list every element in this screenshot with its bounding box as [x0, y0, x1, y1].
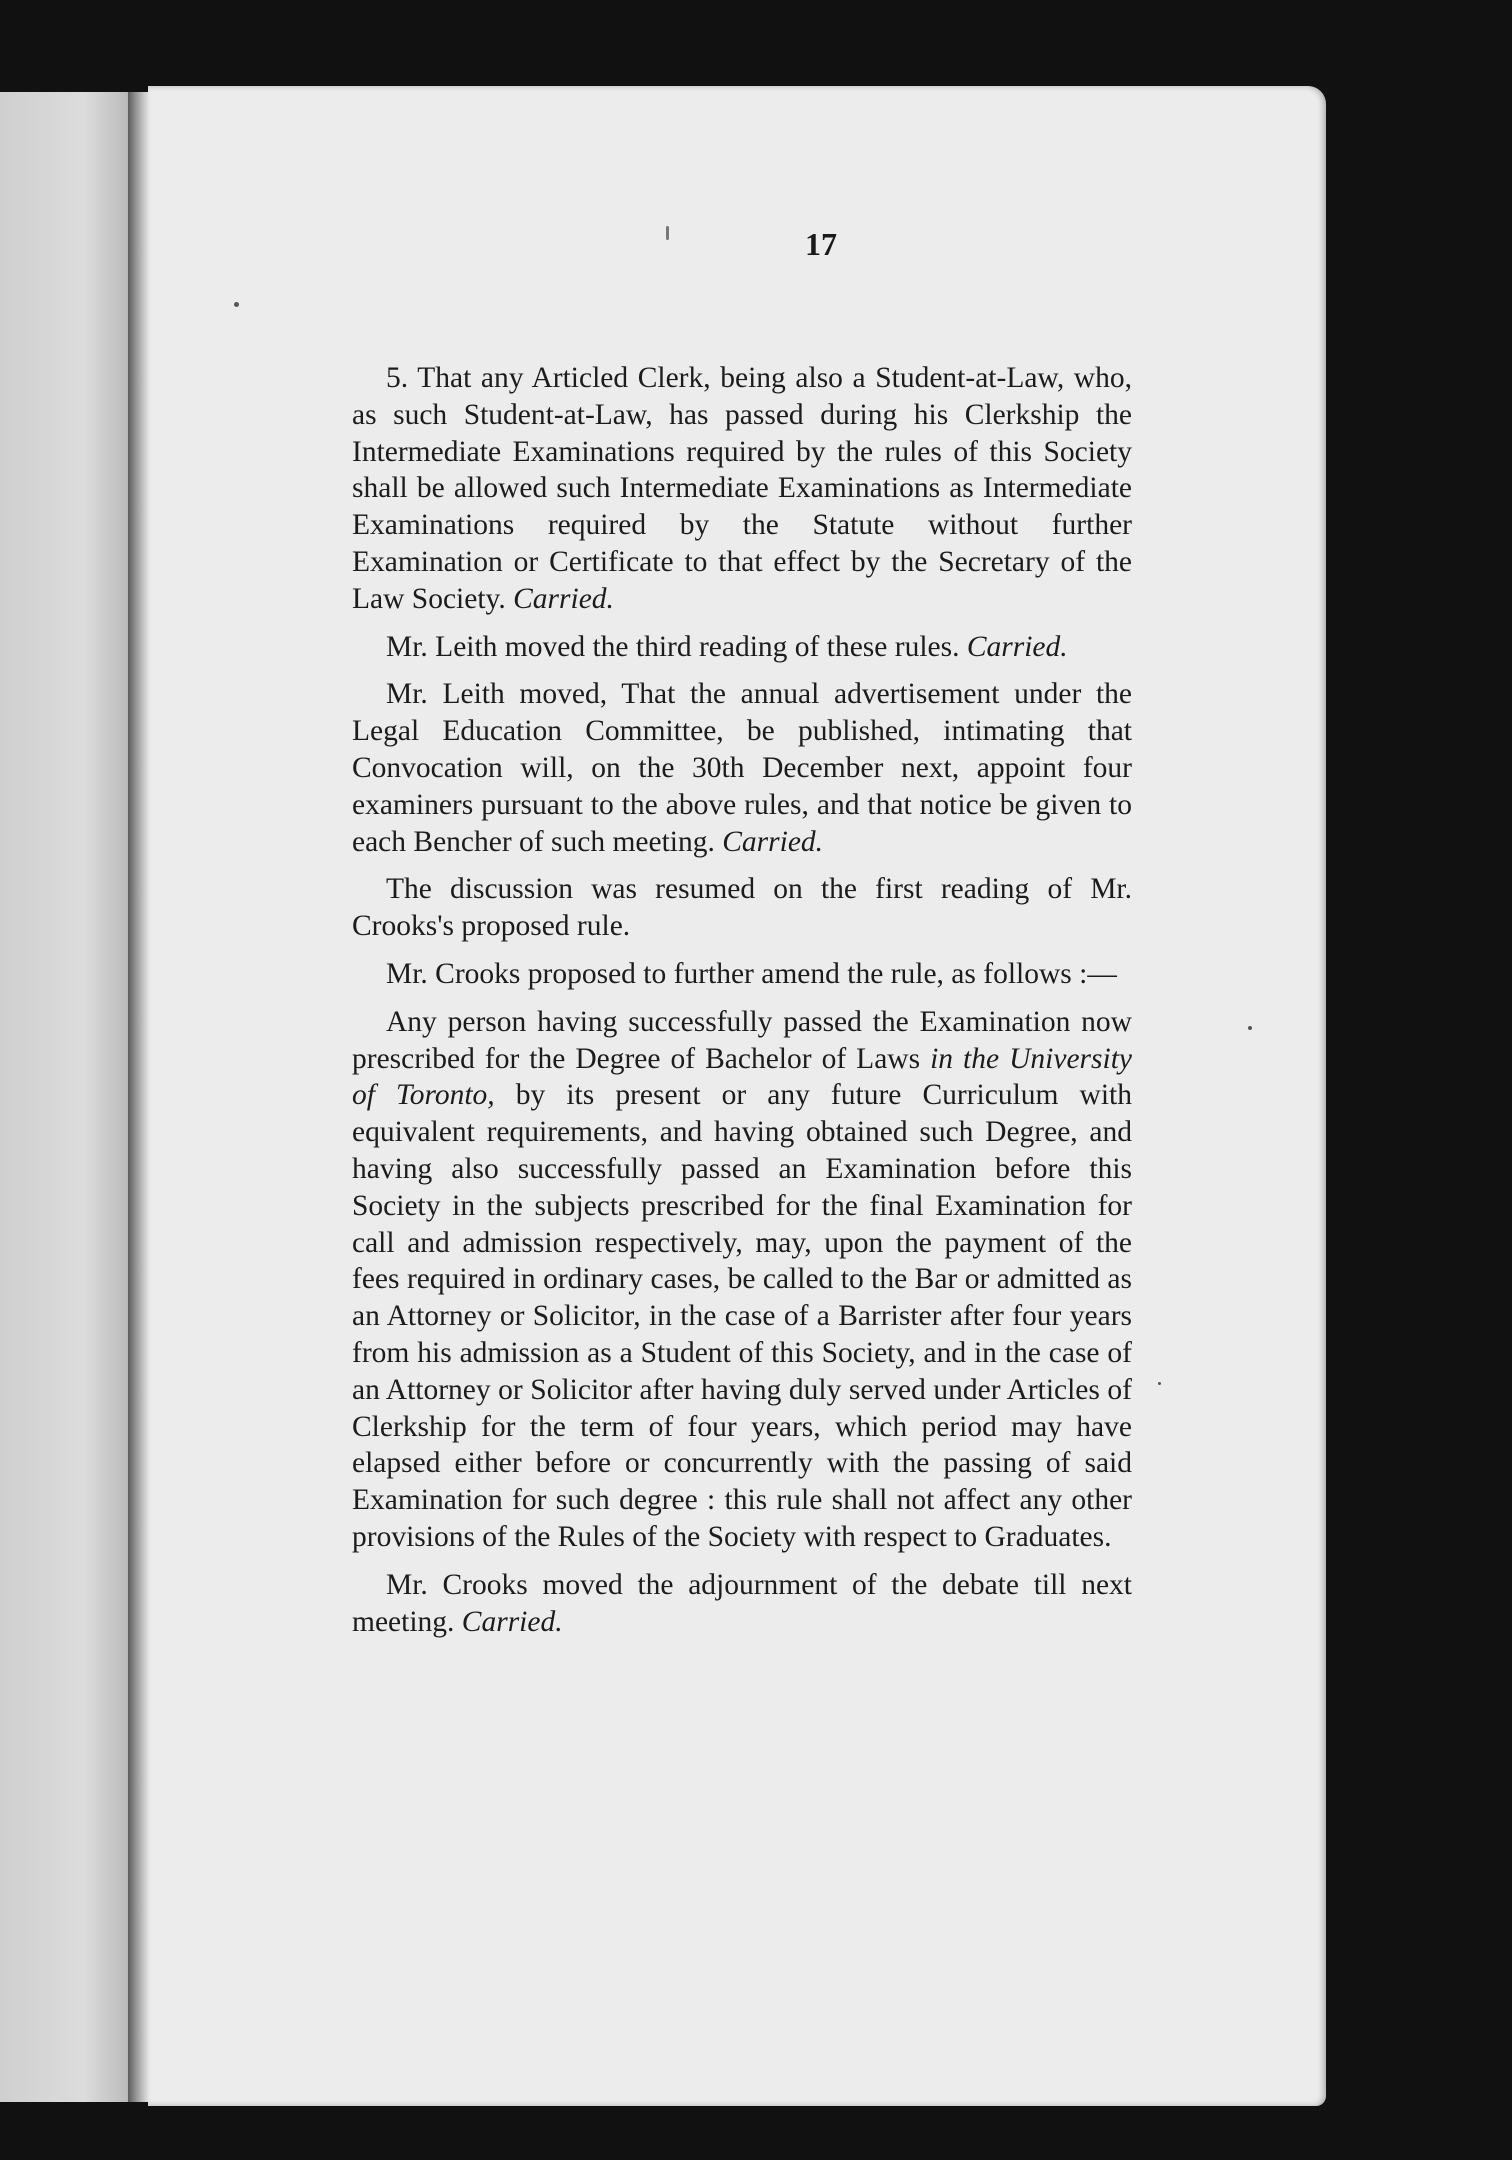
motion-status: Carried. — [722, 825, 824, 858]
paragraph-third-reading — [352, 629, 1132, 666]
paragraph-text: The discussion was resumed on the first reading of Mr. Crooks's proposed rule. — [352, 873, 1132, 943]
facing-page-edge — [0, 92, 140, 2102]
page-number: 17 — [805, 226, 837, 262]
paragraph-text: Mr. Leith moved, That the annual advertisement under the Legal Education Committee, be published, intimating that Convocation will, on the 30th December next, appoint four examiners pursuant to the above rules, and that notice be given to each Bencher of such meeting. — [352, 678, 1132, 858]
paragraph-proposed-rule — [352, 1004, 1132, 1556]
book-gutter — [128, 92, 150, 2102]
rule-text-part1: Any person having successfully passed the Examination now prescribed for the Degree of Bachelor of Laws — [352, 1005, 1132, 1075]
document-body — [352, 360, 1132, 1651]
paper-speck — [1248, 1026, 1252, 1030]
paragraph-text: Mr. Crooks moved the adjournment of the debate till next meeting. — [352, 1568, 1132, 1638]
motion-status: Carried. — [966, 630, 1068, 663]
motion-status: Carried. — [513, 582, 614, 615]
paper-speck — [1158, 1382, 1161, 1385]
paragraph-advertisement-motion — [352, 676, 1132, 860]
paragraph-rule-5 — [352, 360, 1132, 618]
motion-status: Carried. — [461, 1605, 563, 1638]
paragraph-text: Mr. Crooks proposed to further amend the rule, as follows :— — [386, 957, 1117, 990]
paragraph-discussion-resumed — [352, 871, 1132, 945]
paragraph-text: Mr. Leith moved the third reading of these rules. — [386, 630, 960, 663]
paragraph-adjournment — [352, 1567, 1132, 1641]
rule-text-part2: by its present or any future Curriculum with equivalent requirements, and having obtained such Degree, and having also successfully passed an Examination before this Society in the subjects prescribed for the final Examination for call and admission respectively, may, upon the payment of the fees required in ordinary cases, be called to the Bar or admitted as an Attorney or Solicitor, in the case of a Barrister after four years from his admission as a Student of this Society, and in the case of an Attorney or Solicitor after having duly served under Articles of Clerkship for the term of four years, which period may have elapsed either before or concurrently with the passing of said Examination for such degree : this rule shall not affect any other provisions of the Rules of the Society with respect to Graduates. — [352, 1079, 1132, 1553]
rule-text-italic: in the University of Toronto, — [352, 1042, 1132, 1112]
paper-speck — [234, 302, 239, 307]
paragraph-text: 5. That any Articled Clerk, being also a Student-at-Law, who, as such Student-at-Law, has passed during his Clerkship the Intermediate Examinations required by the rules of this Society shall be allowed such Intermediate Examinations as Intermediate Examinations required by the Statute without further Examination or Certificate to that effect by the Secretary of the Law Society. — [352, 362, 1132, 615]
paragraph-amendment-intro — [352, 956, 1132, 993]
